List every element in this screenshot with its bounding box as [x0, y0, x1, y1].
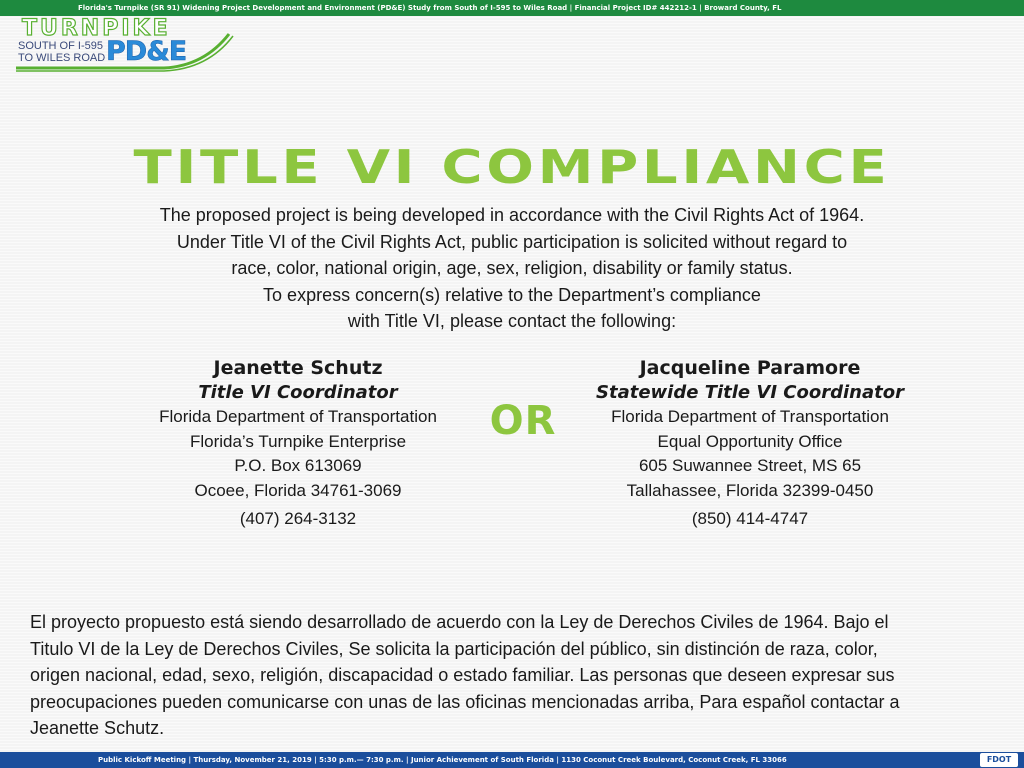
contact-phone: (850) 414-4747 [691, 509, 809, 528]
contact-address2: Tallahassee, Florida 32399-0450 [626, 480, 874, 500]
or-separator: OR [489, 398, 557, 444]
logo-sub-line2: TO WILES ROAD [18, 52, 106, 64]
contact-role: Statewide Title VI Coordinator [596, 381, 904, 403]
logo-sub-line1: SOUTH OF I-595 [18, 40, 103, 52]
intro-line: To express concern(s) relative to the Department’s compliance [263, 284, 761, 305]
logo-turnpike-text: TURNPIKE [22, 16, 171, 41]
spanish-line: Titulo VI de la Ley de Derechos Civiles, Se solicita la participación del público, sin distinción de raza, color, [30, 638, 878, 659]
intro-line: with Title VI, please contact the following: [347, 311, 677, 331]
intro-line: The proposed project is being developed in accordance with the Civil Rights Act of 1964. [159, 205, 865, 225]
spanish-line: origen nacional, edad, sexo, religión, discapacidad o estado familiar. Las personas que deseen expresar sus [30, 665, 895, 685]
contact-address1: 605 Suwannee Street, MS 65 [638, 456, 862, 475]
intro-line: race, color, national origin, age, sex, religion, disability or family status. [231, 258, 793, 278]
header-banner: Florida's Turnpike (SR 91) Widening Project Development and Environment (PD&E) Study from South of I-595 to Wiles Road | Financial Project ID# 442212-1 | Broward County, FL [0, 0, 1024, 16]
contact-name: Jeanette Schutz [213, 357, 383, 379]
contact-phone: (407) 264-3132 [239, 509, 357, 528]
contact-dept: Florida’s Turnpike Enterprise [189, 431, 407, 451]
intro-line: Under Title VI of the Civil Rights Act, public participation is solicited without regard to [176, 231, 848, 252]
contact-address1: P.O. Box 613069 [234, 456, 362, 475]
contact-dept: Equal Opportunity Office [657, 431, 843, 451]
intro-paragraph [60, 202, 964, 335]
fdot-logo: FDOT [980, 753, 1018, 767]
spanish-line: Jeanette Schutz. [30, 718, 165, 738]
contact-org: Florida Department of Transportation [159, 407, 437, 426]
spanish-paragraph [30, 609, 994, 742]
contact-name: Jacqueline Paramore [639, 357, 861, 379]
page-title: TITLE VI COMPLIANCE [133, 140, 891, 194]
contact-org: Florida Department of Transportation [611, 407, 889, 426]
turnpike-pde-logo [14, 16, 234, 68]
contact-card-paramore [580, 356, 920, 532]
contact-address2: Ocoee, Florida 34761-3069 [194, 480, 402, 500]
contact-card-schutz [128, 356, 468, 532]
spanish-line: El proyecto propuesto está siendo desarrollado de acuerdo con la Ley de Derechos Civiles de 1964. Bajo el [30, 612, 889, 632]
logo-subtitle [18, 40, 108, 64]
spanish-line: preocupaciones pueden comunicarse con unas de las oficinas mencionadas arriba, Para español contactar a [30, 691, 900, 712]
footer-banner: Public Kickoff Meeting | Thursday, November 21, 2019 | 5:30 p.m.— 7:30 p.m. | Junior Achievement of South Florida | 1130 Coconut Creek Boulevard, Coconut Creek, FL 33066 [0, 752, 1024, 768]
logo-pde-text: PD&E [106, 36, 187, 67]
contact-role: Title VI Coordinator [198, 381, 398, 403]
